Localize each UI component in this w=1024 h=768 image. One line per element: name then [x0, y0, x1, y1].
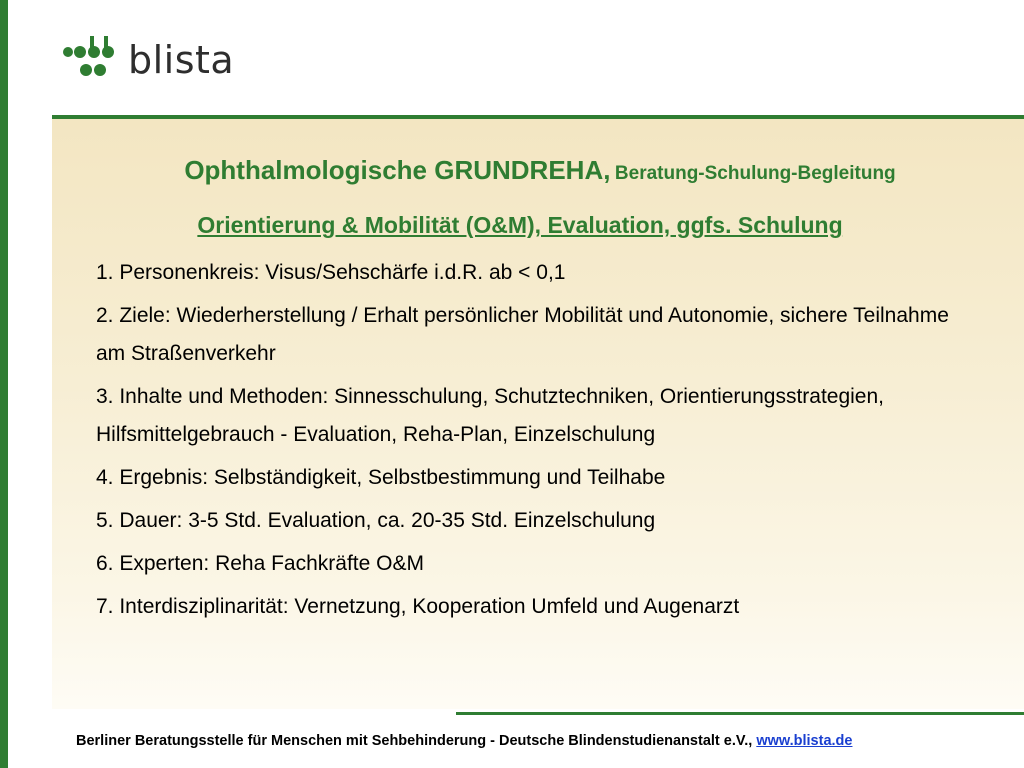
slide-title: [0, 150, 1024, 195]
list-item: 5. Dauer: 3-5 Std. Evaluation, ca. 20-35 Std. Einzelschulung: [96, 509, 656, 532]
list-item: 6. Experten: Reha Fachkräfte O&M: [96, 552, 424, 575]
list-item: 3. Inhalte und Methoden: Sinnesschulung, Schutztechniken, Orientierungsstrategien, Hilfsmittelgebrauch - Evaluation, Reha-Plan, Einzelschulung: [96, 385, 885, 446]
list-item: 2. Ziele: Wiederherstellung / Erhalt persönlicher Mobilität und Autonomie, sichere Teilnahme am Straßenverkehr: [96, 304, 949, 365]
footer: [76, 730, 1021, 752]
footer-text: Berliner Beratungsstelle für Menschen mit Sehbehinderung - Deutsche Blindenstudienanstalt e.V.,: [76, 733, 753, 749]
logo-wordmark: blista: [128, 38, 235, 82]
slide-subtitle: Orientierung & Mobilität (O&M), Evaluation, ggfs. Schulung: [197, 212, 843, 238]
left-accent-bar: [0, 0, 8, 768]
content-list: [96, 254, 956, 631]
list-item: 4. Ergebnis: Selbständigkeit, Selbstbestimmung und Teilhabe: [96, 466, 666, 489]
slide-title-main: Ophthalmologische GRUNDREHA,: [184, 155, 611, 185]
bottom-divider: [456, 712, 1024, 715]
blista-dots-logo-icon: [62, 34, 122, 84]
blista-logo: [62, 34, 262, 84]
slide-title-sub: Beratung-Schulung-Begleitung: [614, 163, 896, 184]
list-item: 1. Personenkreis: Visus/Sehschärfe i.d.R. ab < 0,1: [96, 261, 566, 284]
footer-link[interactable]: www.blista.de: [756, 733, 853, 749]
list-item: 7. Interdisziplinarität: Vernetzung, Kooperation Umfeld und Augenarzt: [96, 595, 740, 618]
